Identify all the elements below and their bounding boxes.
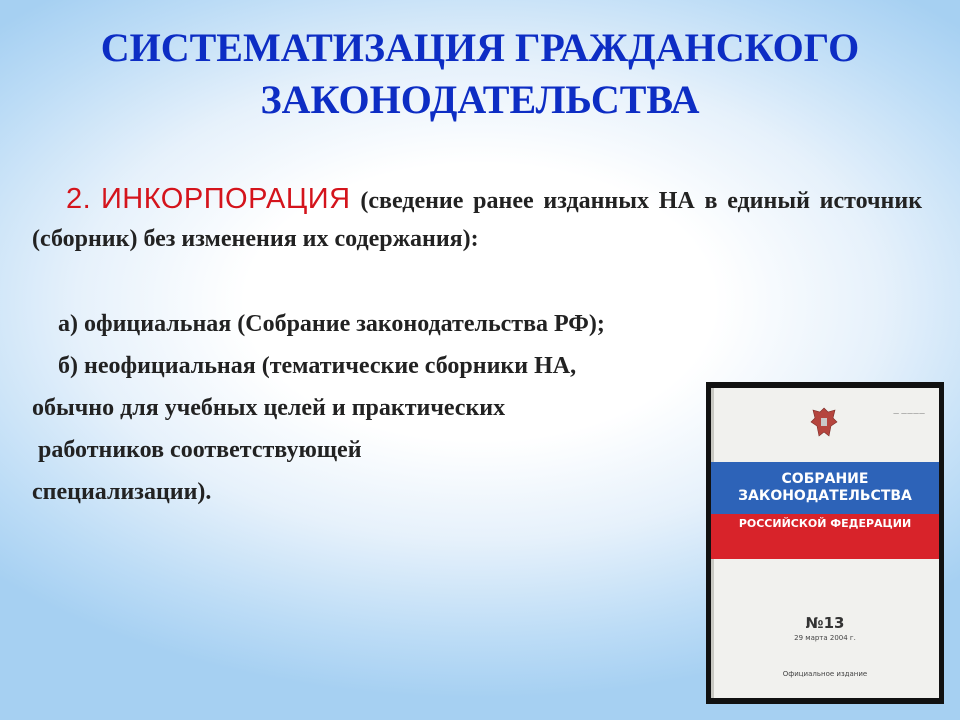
- law-collection-book-image: [706, 382, 944, 704]
- book-subtitle: РОССИЙСКОЙ ФЕДЕРАЦИИ: [738, 517, 912, 530]
- slide-title: [0, 22, 960, 126]
- issn-mark: — ————: [893, 410, 925, 417]
- item-number: 2.: [66, 183, 92, 215]
- incorporation-keyword: ИНКОРПОРАЦИЯ: [100, 183, 351, 215]
- book-edition: Официальное издание: [782, 670, 868, 678]
- book-title-line-1: СОБРАНИЕ: [781, 471, 869, 487]
- book-title-band: [711, 462, 939, 514]
- book-issue-number: №13: [805, 614, 845, 632]
- slide-title-line-1: СИСТЕМАТИЗАЦИЯ ГРАЖДАНСКОГО: [100, 25, 860, 70]
- incorporation-definition: (сведение ранее изданных НА в единый источник (сборник) без изменения их содержания):: [32, 188, 923, 252]
- book-title-line-2: ЗАКОНОДАТЕЛЬСТВА: [738, 488, 912, 504]
- slide-title-line-2: ЗАКОНОДАТЕЛЬСТВА: [260, 77, 700, 122]
- book-subtitle-band: [711, 514, 939, 559]
- incorporation-paragraph: [32, 180, 922, 258]
- unofficial-item-line-4: специализации).: [32, 479, 212, 505]
- book-issue-date: 29 марта 2004 г.: [794, 634, 856, 642]
- coat-of-arms-icon: [809, 404, 839, 440]
- unofficial-item-line-3: работников соответствующей: [38, 437, 362, 463]
- unofficial-item-line-1: б) неофициальная (тематические сборники НА,: [58, 353, 577, 379]
- book-cover: [711, 388, 939, 698]
- unofficial-item-line-2: обычно для учебных целей и практических: [32, 395, 506, 421]
- official-item: а) официальная (Собрание законодательства РФ);: [58, 311, 605, 337]
